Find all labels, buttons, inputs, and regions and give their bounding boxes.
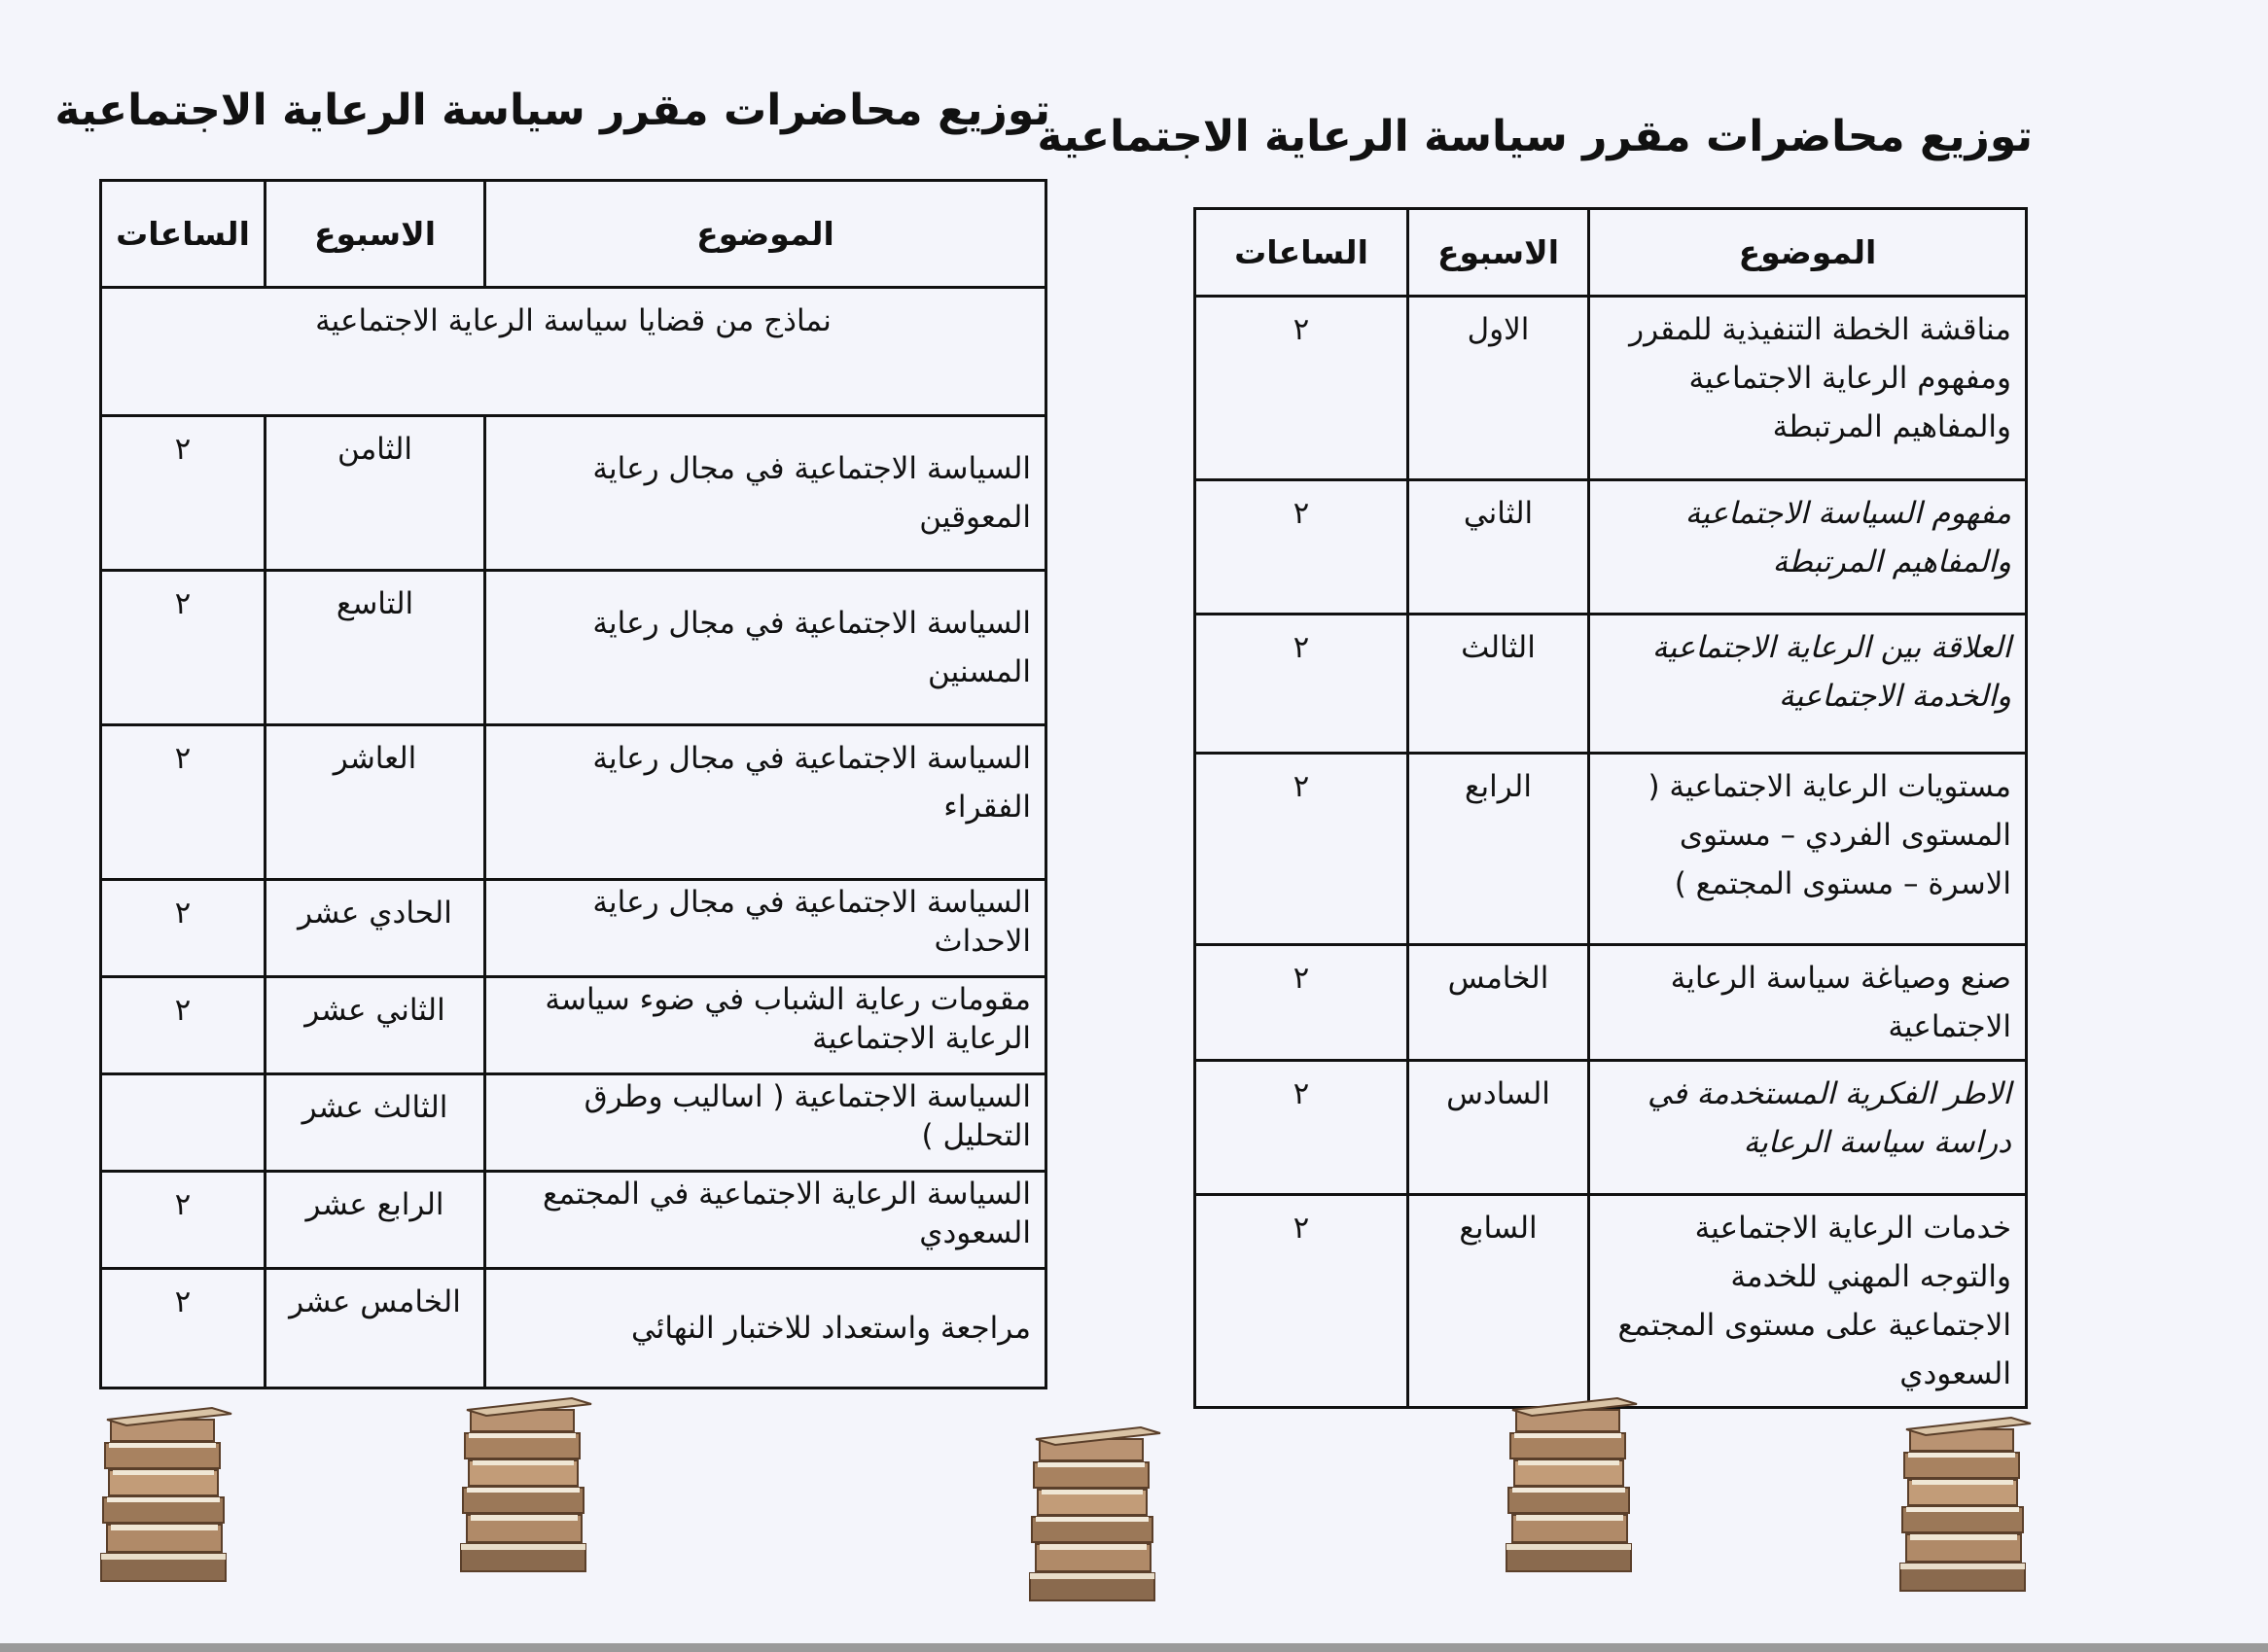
- row-hours: ٢: [1195, 480, 1408, 615]
- section-label: نماذج من قضايا سياسة الرعاية الاجتماعية: [101, 288, 1046, 416]
- row-week: الثاني: [1408, 480, 1589, 615]
- table-row: [101, 571, 1046, 725]
- row-hours: ٢: [1195, 1061, 1408, 1195]
- row-week: التاسع: [266, 571, 485, 725]
- row-topic: خدمات الرعاية الاجتماعية والتوجه المهني للخدمة الاجتماعية على مستوى المجتمع السعودي: [1589, 1195, 2027, 1408]
- row-week: الرابع عشر: [266, 1172, 485, 1269]
- row-hours: [101, 1074, 266, 1172]
- row-topic: مفهوم السياسة الاجتماعية والمفاهيم المرتبطة: [1589, 480, 2027, 615]
- row-week: السادس: [1408, 1061, 1589, 1195]
- table-row: [1195, 480, 2027, 615]
- row-week: السابع: [1408, 1195, 1589, 1408]
- row-hours: ٢: [1195, 615, 1408, 754]
- table-row: [1195, 945, 2027, 1061]
- row-topic: مقومات رعاية الشباب في ضوء سياسة الرعاية الاجتماعية: [485, 977, 1046, 1074]
- row-week: الحادي عشر: [266, 880, 485, 977]
- table-row: [1195, 1061, 2027, 1195]
- row-topic: مستويات الرعاية الاجتماعية ( المستوى الفردي – مستوى الاسرة – مستوى المجتمع ): [1589, 754, 2027, 945]
- header-topic: الموضوع: [485, 181, 1046, 288]
- header-hours: الساعات: [101, 181, 266, 288]
- row-week: الاول: [1408, 297, 1589, 480]
- row-week: الخامس: [1408, 945, 1589, 1061]
- header-week: الاسبوع: [266, 181, 485, 288]
- left-schedule-table: [99, 179, 1047, 1389]
- row-week: الثاني عشر: [266, 977, 485, 1074]
- table-row: [101, 880, 1046, 977]
- row-topic: العلاقة بين الرعاية الاجتماعية والخدمة الاجتماعية: [1589, 615, 2027, 754]
- book-stack-icon: [97, 1400, 233, 1587]
- row-topic: السياسة الرعاية الاجتماعية في المجتمع السعودي: [485, 1172, 1046, 1269]
- right-schedule-table: [1193, 207, 2028, 1409]
- row-topic: مناقشة الخطة التنفيذية للمقرر ومفهوم الرعاية الاجتماعية والمفاهيم المرتبطة: [1589, 297, 2027, 480]
- row-hours: ٢: [1195, 297, 1408, 480]
- book-stack-icon: [1503, 1390, 1639, 1577]
- table-row: [101, 977, 1046, 1074]
- book-stack-icon: [1896, 1410, 2033, 1597]
- header-topic: الموضوع: [1589, 209, 2027, 297]
- table-row: [101, 1172, 1046, 1269]
- table-row: [1195, 297, 2027, 480]
- row-hours: ٢: [101, 725, 266, 880]
- row-week: العاشر: [266, 725, 485, 880]
- row-topic: مراجعة واستعداد للاختبار النهائي: [485, 1269, 1046, 1388]
- table-row: [101, 725, 1046, 880]
- row-topic: السياسة الاجتماعية في مجال رعاية الاحداث: [485, 880, 1046, 977]
- row-hours: ٢: [101, 416, 266, 571]
- page-bottom-edge: [0, 1643, 2268, 1652]
- book-stack-icon: [1026, 1420, 1162, 1606]
- table-row: [1195, 754, 2027, 945]
- table-row: [101, 416, 1046, 571]
- row-hours: ٢: [1195, 754, 1408, 945]
- row-hours: ٢: [101, 571, 266, 725]
- row-week: الرابع: [1408, 754, 1589, 945]
- table-row: [1195, 1195, 2027, 1408]
- row-week: الخامس عشر: [266, 1269, 485, 1388]
- header-week: الاسبوع: [1408, 209, 1589, 297]
- table-row: [101, 1269, 1046, 1388]
- row-week: الثالث: [1408, 615, 1589, 754]
- row-hours: ٢: [101, 1269, 266, 1388]
- row-topic: السياسة الاجتماعية في مجال رعاية المسنين: [485, 571, 1046, 725]
- row-hours: ٢: [101, 880, 266, 977]
- right-panel-title: توزيع محاضرات مقرر سياسة الرعاية الاجتماعية: [1037, 112, 2033, 161]
- left-panel-title: توزيع محاضرات مقرر سياسة الرعاية الاجتماعية: [54, 86, 1050, 135]
- row-topic: السياسة الاجتماعية ( اساليب وطرق التحليل ): [485, 1074, 1046, 1172]
- row-topic: صنع وصياغة سياسة الرعاية الاجتماعية: [1589, 945, 2027, 1061]
- row-hours: ٢: [101, 977, 266, 1074]
- row-hours: ٢: [101, 1172, 266, 1269]
- row-week: الثالث عشر: [266, 1074, 485, 1172]
- header-hours: الساعات: [1195, 209, 1408, 297]
- row-topic: السياسة الاجتماعية في مجال رعاية الفقراء: [485, 725, 1046, 880]
- row-topic: السياسة الاجتماعية في مجال رعاية المعوقين: [485, 416, 1046, 571]
- row-week: الثامن: [266, 416, 485, 571]
- book-stack-icon: [457, 1390, 593, 1577]
- row-hours: ٢: [1195, 1195, 1408, 1408]
- row-topic: الاطر الفكرية المستخدمة في دراسة سياسة الرعاية: [1589, 1061, 2027, 1195]
- table-row: [101, 1074, 1046, 1172]
- table-row: [1195, 615, 2027, 754]
- row-hours: ٢: [1195, 945, 1408, 1061]
